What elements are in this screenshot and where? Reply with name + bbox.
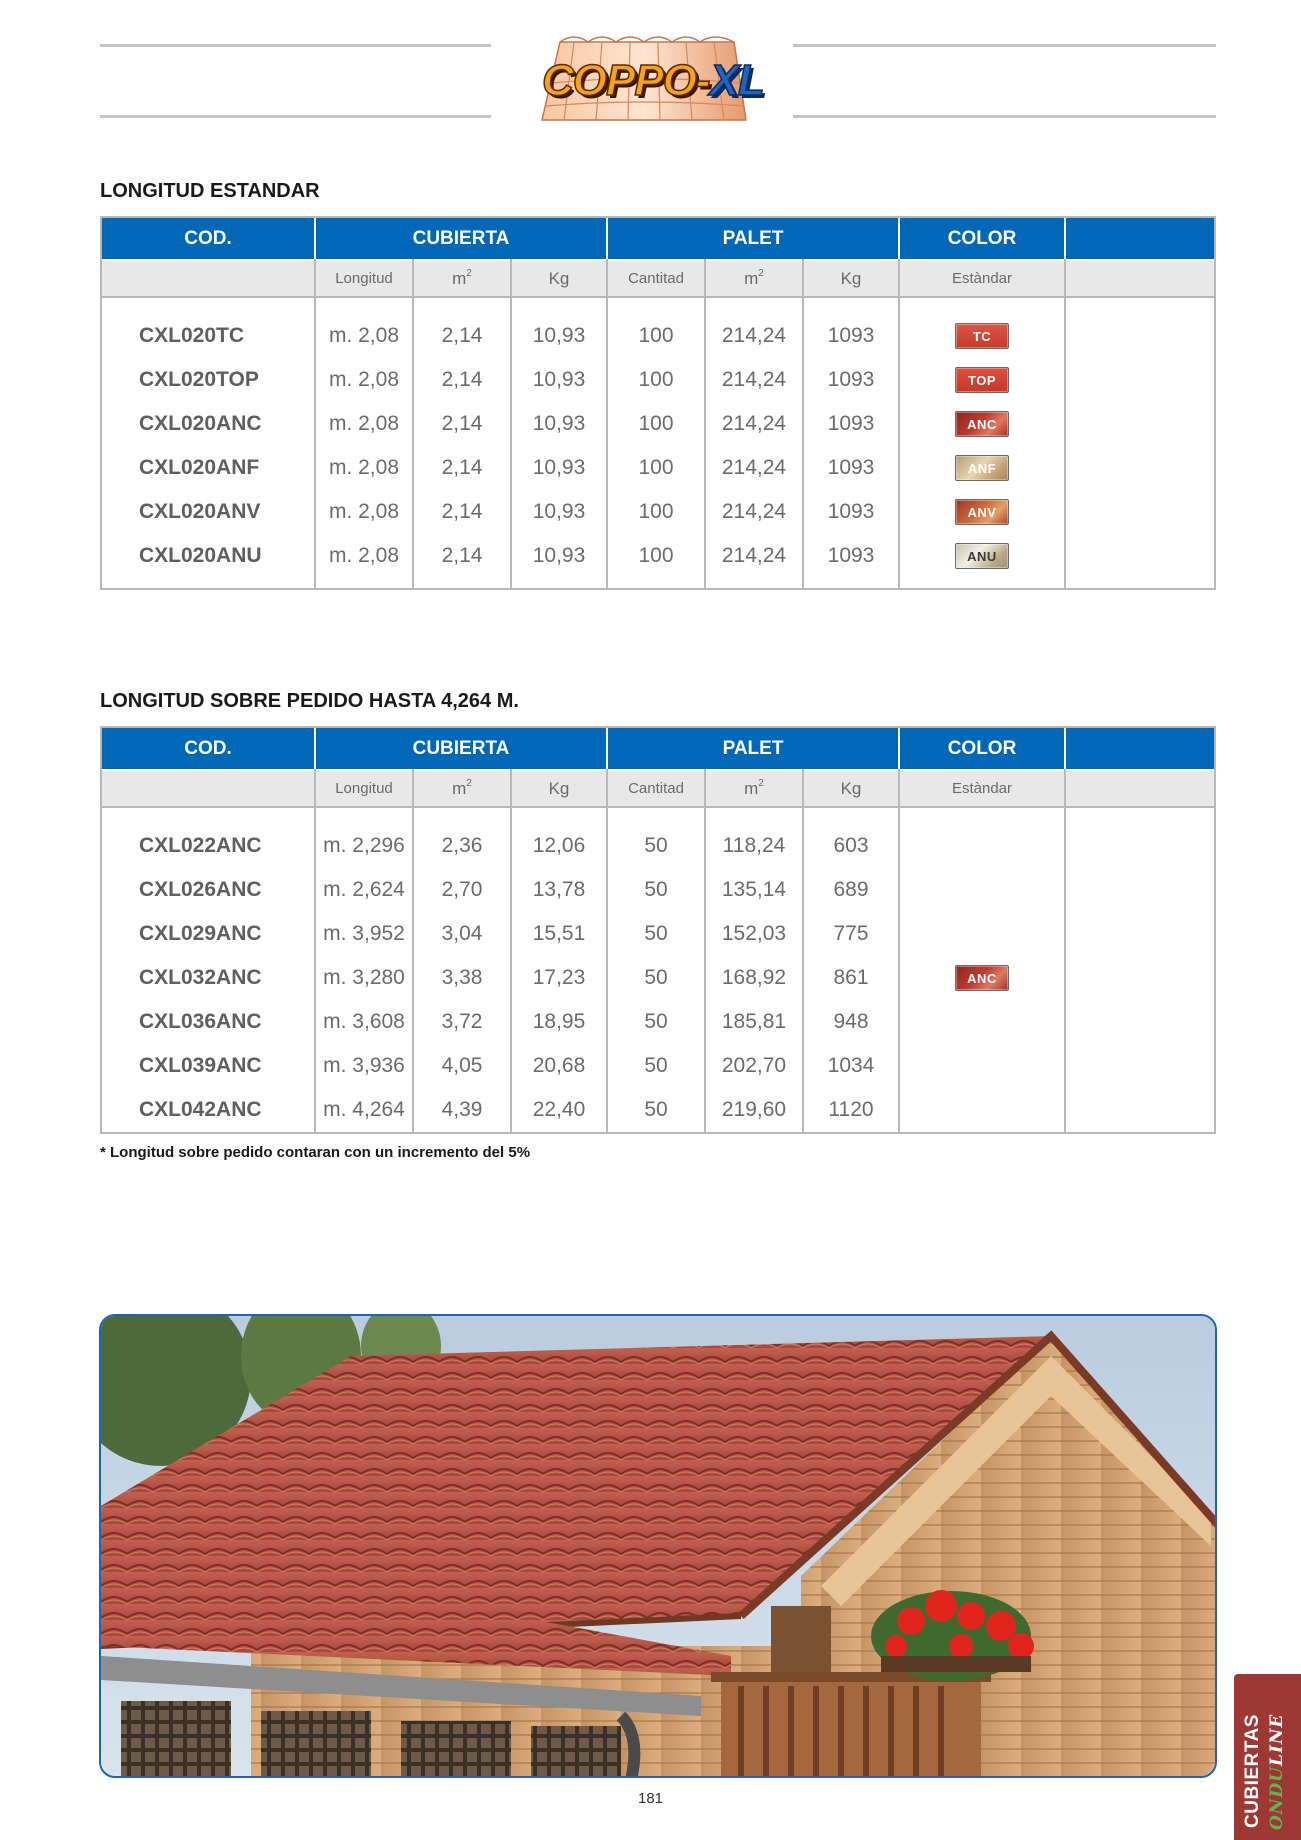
subheader-estandar: Estàndar (951, 780, 1013, 797)
col-header-cubierta: CUBIERTA (412, 227, 510, 249)
table-row (102, 358, 1214, 402)
cell-color (900, 956, 1064, 1000)
cell-m2: 2,14 (441, 368, 483, 391)
cell-longitud: m. 3,936 (323, 1054, 405, 1077)
cell-m2: 2,14 (441, 500, 483, 523)
cell-cod: CXL042ANC (139, 1098, 262, 1121)
table-row (102, 1000, 1214, 1044)
color-swatch-anc: ANC (955, 411, 1009, 437)
cell-longitud: m. 3,280 (323, 966, 405, 989)
cell-longitud: m. 3,608 (323, 1010, 405, 1033)
subheader-palet-m2: m $^2$ (744, 778, 764, 798)
cell-palet-m2: 214,24 (721, 456, 787, 479)
subheader-cantidad: Cantitad (628, 780, 684, 797)
cell-palet-m2: 185,81 (721, 1010, 787, 1033)
cell-cod: CXL022ANC (139, 834, 262, 857)
cell-longitud: m. 2,296 (323, 834, 405, 857)
cell-palet-kg: 948 (833, 1010, 869, 1033)
subheader-palet-m2: m $^2$ (744, 268, 764, 288)
cell-palet-m2: 135,14 (721, 878, 787, 901)
cell-color (900, 446, 1064, 490)
cell-color (900, 534, 1064, 578)
cell-cantidad: 50 (644, 878, 668, 901)
cell-palet-kg: 861 (833, 966, 869, 989)
cell-m2: 4,39 (441, 1098, 483, 1121)
cell-cantidad: 50 (644, 1054, 668, 1077)
col-header-cod: COD. (184, 737, 232, 759)
cell-longitud: m. 2,08 (328, 456, 400, 479)
cell-kg: 18,95 (532, 1010, 586, 1033)
cell-kg: 10,93 (532, 324, 586, 347)
cell-cod: CXL020TC (139, 324, 245, 347)
cell-kg: 20,68 (532, 1054, 586, 1077)
header-rule-left-bottom (100, 115, 491, 118)
cell-cantidad: 100 (638, 500, 674, 523)
cell-cod: CXL032ANC (139, 966, 262, 989)
color-swatch-tc: TC (955, 323, 1009, 349)
cell-palet-kg: 1093 (827, 368, 875, 391)
col-header-palet: PALET (722, 737, 784, 759)
custom-length-table (100, 726, 1216, 1134)
cell-m2: 3,38 (441, 966, 483, 989)
cell-cantidad: 100 (638, 456, 674, 479)
cell-m2: 2,14 (441, 456, 483, 479)
cell-palet-m2: 219,60 (721, 1098, 787, 1121)
table-header-row (102, 218, 1214, 259)
color-swatch-anf: ANF (955, 455, 1009, 481)
cell-kg: 17,23 (532, 966, 586, 989)
cell-longitud: m. 2,08 (328, 368, 400, 391)
cell-cantidad: 100 (638, 368, 674, 391)
cell-kg: 10,93 (532, 500, 586, 523)
cell-m2: 2,14 (441, 324, 483, 347)
cell-kg: 22,40 (532, 1098, 586, 1121)
cell-cod: CXL039ANC (139, 1054, 262, 1077)
coppo-xl-logo (534, 28, 764, 124)
subheader-m2: m $^2$ (452, 778, 472, 798)
subheader-palet-kg: Kg (840, 778, 862, 798)
cell-kg: 12,06 (532, 834, 586, 857)
cell-cantidad: 50 (644, 966, 668, 989)
standard-length-table (100, 216, 1216, 590)
cell-m2: 3,04 (441, 922, 483, 945)
cell-palet-kg: 689 (833, 878, 869, 901)
table-row (102, 402, 1214, 446)
subheader-m2: m $^2$ (452, 268, 472, 288)
cell-cantidad: 100 (638, 544, 674, 567)
cell-palet-m2: 214,24 (721, 412, 787, 435)
cell-palet-m2: 168,92 (721, 966, 787, 989)
cell-palet-kg: 775 (833, 922, 869, 945)
cell-palet-m2: 214,24 (721, 368, 787, 391)
cell-palet-kg: 1120 (828, 1098, 874, 1121)
subheader-cantidad: Cantitad (628, 270, 684, 287)
table-row (102, 314, 1214, 358)
cell-palet-kg: 1093 (827, 412, 875, 435)
cell-longitud: m. 2,08 (328, 544, 400, 567)
cell-m2: 3,72 (441, 1010, 483, 1033)
header-rule-right-bottom (793, 115, 1216, 118)
cell-palet-m2: 202,70 (721, 1054, 787, 1077)
cell-kg: 15,51 (532, 922, 586, 945)
cell-kg: 13,78 (532, 878, 586, 901)
table-row (102, 1088, 1214, 1132)
cell-palet-m2: 214,24 (721, 324, 787, 347)
logo-wordmark: COPPO-XL (542, 56, 764, 105)
subheader-kg: Kg (548, 778, 570, 798)
cell-color (900, 490, 1064, 534)
col-header-cubierta: CUBIERTA (412, 737, 510, 759)
cell-palet-kg: 1034 (827, 1054, 875, 1077)
cell-cantidad: 50 (644, 922, 668, 945)
color-swatch-anv: ANV (955, 499, 1009, 525)
cell-palet-m2: 214,24 (721, 544, 787, 567)
cell-kg: 10,93 (532, 456, 586, 479)
col-header-color: COLOR (947, 737, 1017, 759)
cell-cod: CXL029ANC (139, 922, 262, 945)
footnote: * Longitud sobre pedido contaran con un incremento del 5% (100, 1144, 531, 1161)
col-header-color: COLOR (947, 227, 1017, 249)
brand-logo: ONDULINE (1267, 1713, 1287, 1830)
cell-longitud: m. 4,264 (323, 1098, 405, 1121)
subheader-palet-kg: Kg (840, 268, 862, 288)
table-row (102, 912, 1214, 956)
col-header-cod: COD. (184, 227, 232, 249)
section-title-standard: LONGITUD ESTANDAR (100, 180, 320, 202)
roof-house-photo (99, 1314, 1217, 1778)
subheader-estandar: Estàndar (951, 270, 1013, 287)
cell-kg: 10,93 (532, 544, 586, 567)
cell-longitud: m. 2,08 (328, 324, 400, 347)
cell-m2: 2,70 (441, 878, 483, 901)
cell-palet-kg: 1093 (827, 324, 875, 347)
table-row (102, 956, 1214, 1000)
cell-palet-kg: 1093 (827, 544, 875, 567)
cell-longitud: m. 2,08 (328, 412, 400, 435)
cell-longitud: m. 3,952 (323, 922, 405, 945)
cell-color (900, 314, 1064, 358)
cell-palet-m2: 118,24 (722, 834, 786, 857)
header-rule-right-top (793, 44, 1216, 47)
table-row (102, 446, 1214, 490)
cell-cod: CXL026ANC (139, 878, 262, 901)
table-row (102, 868, 1214, 912)
cell-palet-m2: 214,24 (721, 500, 787, 523)
subheader-kg: Kg (548, 268, 570, 288)
cell-kg: 10,93 (532, 368, 586, 391)
cell-cod: CXL020ANF (139, 456, 260, 479)
cell-longitud: m. 2,624 (323, 878, 405, 901)
cell-m2: 2,36 (441, 834, 483, 857)
cell-cantidad: 50 (644, 1098, 668, 1121)
color-swatch-anc: ANC (955, 965, 1009, 991)
subheader-longitud: Longitud (335, 270, 393, 287)
section-side-tab (1234, 1674, 1301, 1840)
cell-cantidad: 100 (638, 324, 674, 347)
color-swatch-top: TOP (955, 367, 1009, 393)
table-row (102, 490, 1214, 534)
cell-color (900, 358, 1064, 402)
table-row (102, 1044, 1214, 1088)
side-tab-label: CUBIERTAS (1242, 1714, 1263, 1828)
cell-cantidad: 100 (638, 412, 674, 435)
cell-cod: CXL020TOP (139, 368, 259, 391)
header-rule-left-top (100, 44, 491, 47)
subheader-longitud: Longitud (335, 780, 393, 797)
cell-palet-kg: 1093 (827, 456, 875, 479)
house-roof-illustration (101, 1316, 1217, 1778)
cell-cod: CXL020ANV (139, 500, 261, 523)
page-number: 181 (637, 1790, 664, 1807)
cell-cod: CXL020ANC (139, 412, 262, 435)
cell-cantidad: 50 (644, 834, 668, 857)
cell-cod: CXL020ANU (139, 544, 262, 567)
cell-m2: 4,05 (441, 1054, 483, 1077)
cell-kg: 10,93 (532, 412, 586, 435)
table-subheader-row (102, 259, 1214, 298)
col-header-palet: PALET (722, 227, 784, 249)
cell-longitud: m. 2,08 (328, 500, 400, 523)
cell-cod: CXL036ANC (139, 1010, 262, 1033)
cell-color (900, 402, 1064, 446)
table-header-row (102, 728, 1214, 769)
cell-palet-m2: 152,03 (721, 922, 787, 945)
table-subheader-row (102, 769, 1214, 808)
table-row (102, 534, 1214, 578)
cell-m2: 2,14 (441, 412, 483, 435)
cell-m2: 2,14 (441, 544, 483, 567)
section-title-custom: LONGITUD SOBRE PEDIDO HASTA 4,264 M. (100, 690, 519, 712)
cell-palet-kg: 603 (833, 834, 869, 857)
cell-palet-kg: 1093 (827, 500, 875, 523)
table-row (102, 824, 1214, 868)
cell-cantidad: 50 (644, 1010, 668, 1033)
color-swatch-anu: ANU (955, 543, 1009, 569)
